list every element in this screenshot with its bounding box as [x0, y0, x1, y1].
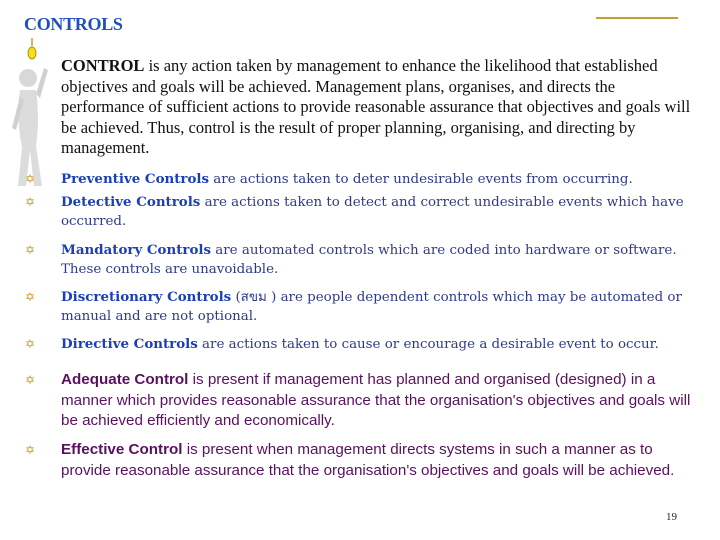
list-item	[25, 370, 701, 432]
list-item	[25, 440, 701, 481]
control-definition	[61, 56, 701, 159]
list-item	[25, 335, 701, 354]
item-text: is present if management has planned and organised (designed) in a manner which provides reasonable assurance that the organisation's objectives and goals will be achieved efficiently and economically.	[61, 371, 691, 429]
list-item	[25, 288, 701, 326]
item-term: Mandatory Controls	[61, 242, 212, 258]
list-item	[25, 193, 701, 231]
thinking-figure-lightbulb-icon	[8, 38, 48, 188]
definition-text: is any action taken by management to enhance the likelihood that established objectives and goals will be achieved. Management plans, organises, and directs the performance of sufficient actions to provide reasonable assurance that objectives and goals will be achieved. Thus, control is the result of proper planning, organising, and directing by management.	[61, 56, 691, 157]
item-text: are actions taken to cause or encourage a desirable event to occur.	[197, 337, 659, 352]
item-term: Discretionary Controls	[61, 289, 232, 305]
item-term: Preventive Controls	[61, 171, 210, 187]
item-text: is present when management directs systems in such a manner as to provide reasonable assurance that the organisation's objectives and goals will be achieved.	[61, 441, 675, 479]
definition-term: CONTROL	[61, 56, 145, 75]
item-term: Effective Control	[61, 441, 183, 458]
list-item	[25, 170, 701, 189]
item-term: Directive Controls	[61, 336, 198, 352]
slide-title: CONTROLS	[24, 14, 123, 34]
star-bullet-icon: ✡	[25, 443, 36, 457]
item-text: (สขม ) are people dependent controls which may be automated or manual and are not optional.	[61, 290, 682, 324]
star-bullet-icon: ✡	[25, 290, 36, 304]
decorative-rule	[596, 17, 678, 19]
item-term: Adequate Control	[61, 371, 189, 388]
star-bullet-icon: ✡	[25, 172, 36, 186]
list-item	[25, 241, 701, 279]
star-bullet-icon: ✡	[25, 373, 36, 387]
star-bullet-icon: ✡	[25, 243, 36, 257]
item-text: are automated controls which are coded into hardware or software. These controls are unavoidable.	[61, 243, 677, 277]
star-bullet-icon: ✡	[25, 337, 36, 351]
item-term: Detective Controls	[61, 194, 201, 210]
page-number: 19	[666, 511, 677, 523]
item-text: are actions taken to deter undesirable events from occurring.	[209, 172, 633, 187]
item-text: are actions taken to detect and correct undesirable events which have occurred.	[61, 195, 684, 229]
star-bullet-icon: ✡	[25, 195, 36, 209]
